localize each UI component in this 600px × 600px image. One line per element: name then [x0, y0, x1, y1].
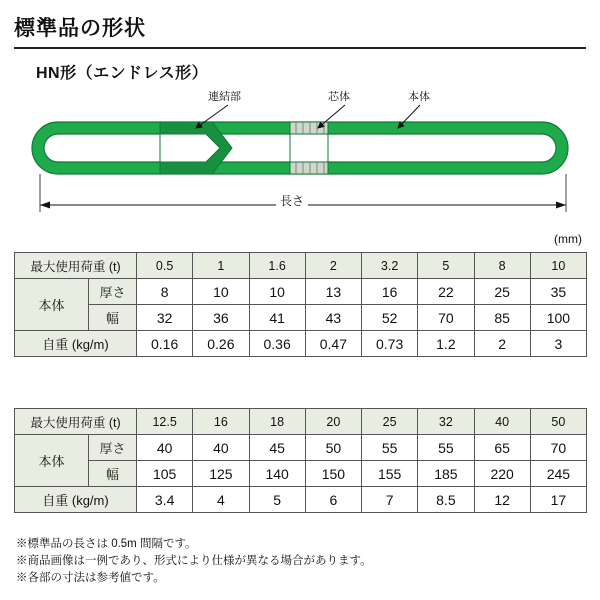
table-row	[15, 279, 587, 305]
page-title: 標準品の形状	[14, 12, 586, 49]
table1-r1c7: 100	[530, 305, 586, 331]
table1-w5: 1.2	[418, 331, 474, 357]
table1-col-3: 2	[305, 253, 361, 279]
table2-r0c1: 40	[193, 435, 249, 461]
table2-r0c6: 65	[474, 435, 530, 461]
table1-r0c6: 25	[474, 279, 530, 305]
table1-col-1: 1	[193, 253, 249, 279]
table1-r0c0: 8	[137, 279, 193, 305]
table1-r0c7: 35	[530, 279, 586, 305]
sling-diagram	[0, 88, 600, 238]
label-core: 芯体	[328, 91, 350, 103]
spec-table-1	[14, 252, 587, 357]
table1-w1: 0.26	[193, 331, 249, 357]
table1-r1c1: 36	[193, 305, 249, 331]
footnote-3: ※各部の寸法は参考値です。	[16, 572, 165, 584]
table2-r1c0: 105	[137, 461, 193, 487]
table-row	[15, 461, 587, 487]
table2-r0c2: 45	[249, 435, 305, 461]
table-row	[15, 331, 587, 357]
table2-row1-label: 幅	[89, 461, 137, 487]
table1-header-label: 最大使用荷重 (t)	[15, 253, 137, 279]
table1-r1c3: 43	[305, 305, 361, 331]
table2-r0c5: 55	[418, 435, 474, 461]
table1-weight-label: 自重 (kg/m)	[15, 331, 137, 357]
footnote-1: ※標準品の長さは 0.5m 間隔です。	[16, 538, 197, 550]
table2-col-6: 40	[474, 409, 530, 435]
table1-r1c4: 52	[362, 305, 418, 331]
table1-w6: 2	[474, 331, 530, 357]
table2-r1c7: 245	[530, 461, 586, 487]
table-row	[15, 253, 587, 279]
table2-row0-label: 厚さ	[89, 435, 137, 461]
table2-col-7: 50	[530, 409, 586, 435]
table1-r0c3: 13	[305, 279, 361, 305]
table1-col-6: 8	[474, 253, 530, 279]
table2-w6: 12	[474, 487, 530, 513]
table1-col-5: 5	[418, 253, 474, 279]
table2-r1c1: 125	[193, 461, 249, 487]
table1-col-7: 10	[530, 253, 586, 279]
table1-r0c2: 10	[249, 279, 305, 305]
table2-r1c6: 220	[474, 461, 530, 487]
table1-row1-label: 幅	[89, 305, 137, 331]
table1-col-0: 0.5	[137, 253, 193, 279]
table2-w4: 7	[362, 487, 418, 513]
table-row	[15, 409, 587, 435]
table2-w7: 17	[530, 487, 586, 513]
footnotes	[16, 536, 372, 587]
table-row	[15, 487, 587, 513]
footnote-2: ※商品画像は一例であり、形式により仕様が異なる場合があります。	[16, 555, 372, 567]
table1-r1c2: 41	[249, 305, 305, 331]
table1-r1c5: 70	[418, 305, 474, 331]
table-row	[15, 435, 587, 461]
table1-w0: 0.16	[137, 331, 193, 357]
table2-w5: 8.5	[418, 487, 474, 513]
unit-label: (mm)	[554, 232, 582, 246]
table1-row0-label: 厚さ	[89, 279, 137, 305]
table1-w4: 0.73	[362, 331, 418, 357]
table2-col-4: 25	[362, 409, 418, 435]
table2-r0c0: 40	[137, 435, 193, 461]
table1-col-4: 3.2	[362, 253, 418, 279]
table1-w3: 0.47	[305, 331, 361, 357]
table2-col-2: 18	[249, 409, 305, 435]
table2-group-label: 本体	[15, 435, 89, 487]
table1-r0c1: 10	[193, 279, 249, 305]
table2-col-5: 32	[418, 409, 474, 435]
table1-r0c4: 16	[362, 279, 418, 305]
table1-group-label: 本体	[15, 279, 89, 331]
table2-col-0: 12.5	[137, 409, 193, 435]
table2-weight-label: 自重 (kg/m)	[15, 487, 137, 513]
table1-r0c5: 22	[418, 279, 474, 305]
table2-col-1: 16	[193, 409, 249, 435]
table1-col-2: 1.6	[249, 253, 305, 279]
sling-illustration	[0, 88, 600, 238]
table1-r1c0: 32	[137, 305, 193, 331]
table1-r1c6: 85	[474, 305, 530, 331]
table2-w3: 6	[305, 487, 361, 513]
table-row	[15, 305, 587, 331]
table2-r0c4: 55	[362, 435, 418, 461]
table1-w7: 3	[530, 331, 586, 357]
table2-w1: 4	[193, 487, 249, 513]
table2-r1c5: 185	[418, 461, 474, 487]
table2-w0: 3.4	[137, 487, 193, 513]
section-subtitle: HN形（エンドレス形）	[36, 65, 209, 82]
table2-r0c7: 70	[530, 435, 586, 461]
label-joint: 連結部	[208, 91, 241, 103]
table1-w2: 0.36	[249, 331, 305, 357]
spec-table-2	[14, 408, 587, 513]
table2-r1c2: 140	[249, 461, 305, 487]
table2-col-3: 20	[305, 409, 361, 435]
table2-w2: 5	[249, 487, 305, 513]
table2-r1c4: 155	[362, 461, 418, 487]
table2-header-label: 最大使用荷重 (t)	[15, 409, 137, 435]
label-length: 長さ	[276, 192, 308, 209]
label-body: 本体	[408, 91, 430, 103]
table2-r1c3: 150	[305, 461, 361, 487]
table2-r0c3: 50	[305, 435, 361, 461]
